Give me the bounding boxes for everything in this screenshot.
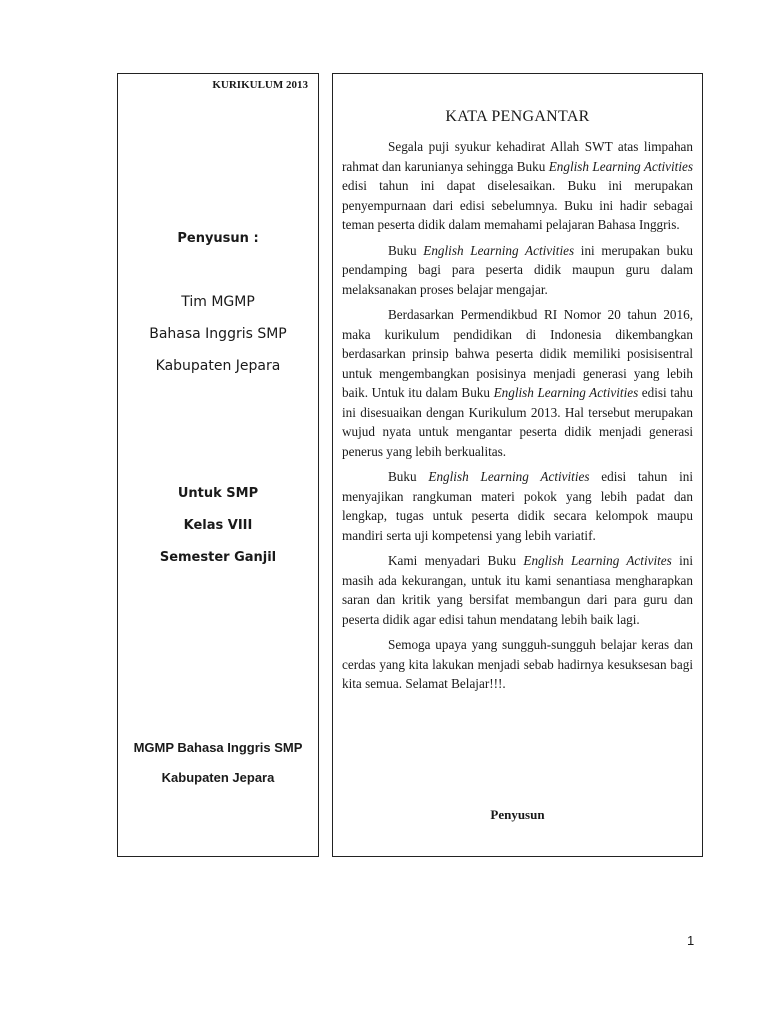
signature: Penyusun [490,807,545,822]
book-title: English Learning Activities [428,469,590,484]
cover-panel [117,73,319,857]
team-line-3: Kabupaten Jepara [155,358,281,374]
compiler-heading: Penyusun : [177,231,259,246]
book-title: English Learning Activities [548,158,693,174]
org-line-2: Kabupaten Jepara [161,770,275,785]
paragraph-6: Semoga upaya yang sungguh-sungguh belajar keras dan cerdas yang kita lakukan menjadi sebab hadirnya kesuksesan bagi kita semua. Selamat Belajar!!!. [342,637,693,691]
paragraph-5 [342,551,693,629]
paragraph-3-text-c: edisi tahu ini disesuaikan dengan Kurikulum 2013. Hal tersebut merupakan wujud nyata untuk mengantar peserta didik menjadi generasi penerus yang lebih berkualitas. [342,385,693,459]
audience-label: Untuk SMP [177,486,259,501]
foreword-panel [332,73,703,857]
foreword-title: KATA PENGANTAR [445,108,590,125]
team-line-1: Tim MGMP [181,294,255,310]
team-line-2: Bahasa Inggris SMP [149,326,287,342]
foreword-body [342,137,693,700]
book-title: English Learning Activities [493,385,639,400]
paragraph-5-text-c: ini masih ada kekurangan, untuk itu kami senantiasa mengharapkan saran dan kritik yang bersifat membangun dari para guru dan peserta didik agar edisi tahun mendatang lebih baik lagi. [342,553,694,627]
paragraph-3-text-a: Berdasarkan Permendikbud RI Nomor 20 tahun 2016, maka kurikulum pendidikan di Indonesia dikembangkan berdasarkan prinsip bahwa peserta didik memiliki posisisentral untuk mengembangkan posisinya menjadi generasi yang lebih baik. Untuk itu dalam Buku [342,307,693,400]
paragraph-1-text-c: edisi tahun ini dapat diselesaikan. Buku ini merupakan penyempurnaan dari edisi sebelumnya. Buku ini hadir sebagai teman peserta didik dalam memahami pelajaran Bahasa Inggris. [342,178,693,232]
book-title: English Learning Activites [523,553,672,568]
paragraph-1 [342,137,693,235]
paragraph-3 [342,305,693,461]
page-number: 1 [687,933,695,948]
org-line-1: MGMP Bahasa Inggris SMP [133,740,303,755]
grade-label: Kelas VIII [183,518,253,533]
paragraph-4-text-c: edisi tahun ini menyajikan rangkuman materi pokok yang lebih padat dan lengkap, tugas untuk peserta didik secara kelompok maupu mandiri serta uji kompetensi yang lebih variatif. [342,469,694,543]
paragraph-2 [342,241,693,300]
paragraph-2-text-a: Buku [388,242,424,258]
paragraph-4 [342,467,693,545]
paragraph-2-text-c: ini merupakan buku pendamping bagi para peserta didik maupun guru dalam melaksanakan proses belajar mengajar. [342,242,694,297]
paragraph-1-text-a: Segala puji syukur kehadirat Allah SWT atas limpahan rahmat dan karunianya sehingga Buku [342,139,693,174]
semester-label: Semester Ganjil [159,550,277,565]
curriculum-label: KURIKULUM 2013 [212,79,308,91]
paragraph-5-text-a: Kami menyadari Buku [388,553,524,568]
book-title: English Learning Activities [423,242,575,258]
paragraph-4-text-a: Buku [388,469,429,484]
